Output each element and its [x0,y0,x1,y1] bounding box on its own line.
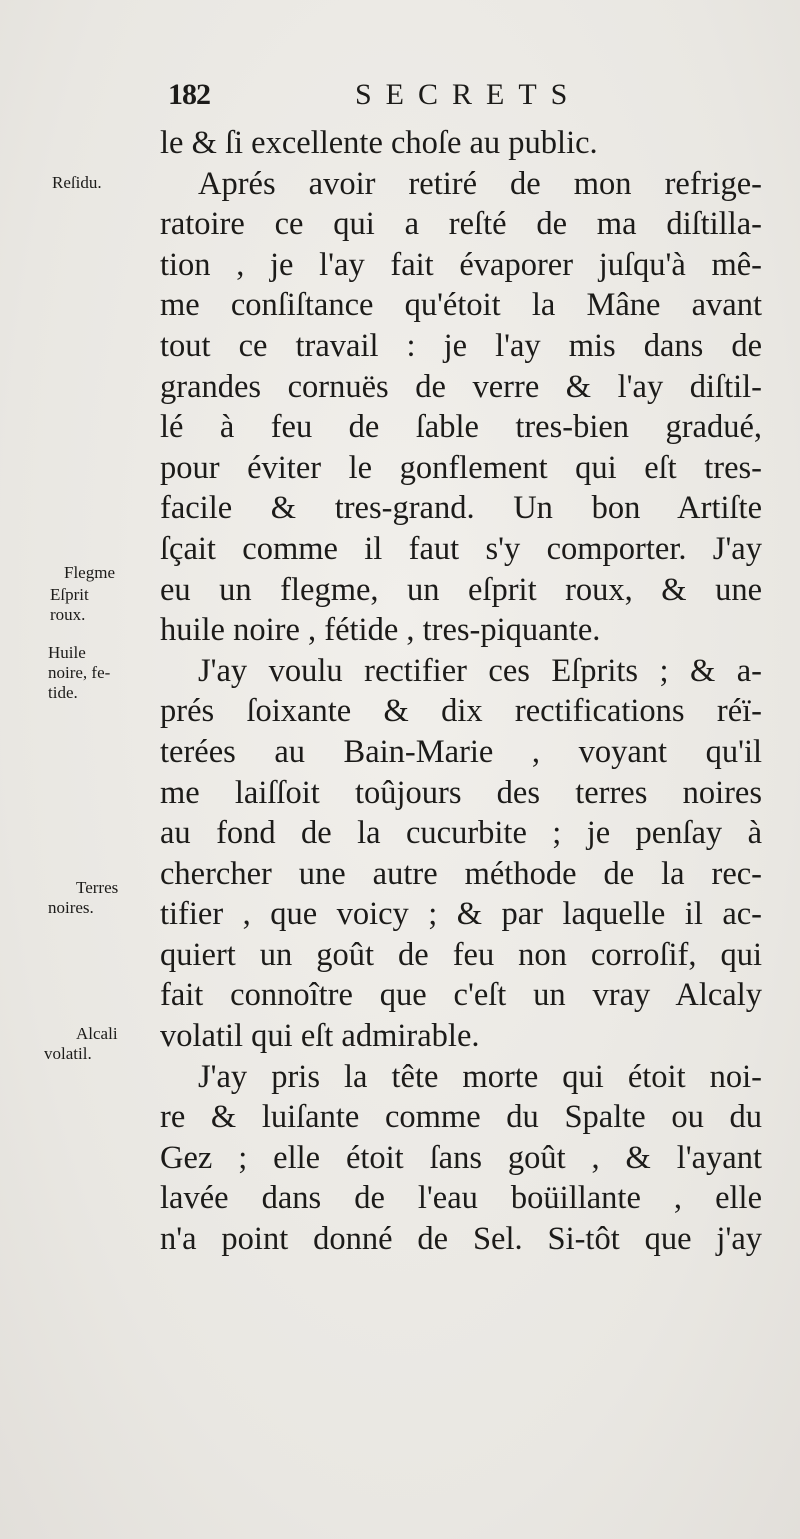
text-line: volatil qui eſt admirable. [160,1018,480,1055]
text-line: fait connoître que c'eſt un vray Alcaly [160,977,762,1014]
margin-note-huile: Huile noire, fe- tide. [48,643,111,702]
text-line: terées au Bain-Marie , voyant qu'il [160,733,762,770]
margin-note-alcali: Alcali volatil. [44,1024,118,1063]
text-line: tout ce travail : je l'ay mis dans de [160,327,762,364]
text-line: lé à feu de ſable tres-bien gradué, [160,409,762,446]
text-line: huile noire , fétide , tres-piquante. [160,612,601,649]
text-line: tion , je l'ay fait évaporer juſqu'à mê- [160,246,762,283]
body-text [160,123,762,1260]
text-line: tifier , que voicy ; & par laquelle il ac- [160,896,762,933]
text-line: pour éviter le gonflement qui eſt tres- [160,449,762,486]
text-line: le & ſi excellente choſe au public. [160,125,598,161]
margin-note-terres: Terres noires. [48,878,119,917]
text-line: J'ay voulu rectifier ces Eſprits ; & a- [198,652,762,689]
running-title: SECRETS [355,78,582,111]
page-number: 182 [168,78,210,111]
margin-note-residu: Reſidu. [52,173,102,192]
text-line: me laiſſoit toûjours des terres noires [160,774,762,811]
text-line: au fond de la cucurbite ; je penſay à [160,815,762,852]
margin-note-flegme: Flegme [64,563,115,582]
text-line: lavée dans de l'eau boüillante , elle [160,1180,762,1217]
text-line: ſçait comme il faut s'y comporter. J'ay [160,530,762,567]
text-line: J'ay pris la tête morte qui étoit noi- [198,1058,762,1095]
text-line: Gez ; elle étoit ſans goût , & l'ayant [160,1139,762,1176]
text-line: quiert un goût de feu non corroſif, qui [160,936,762,973]
text-line: chercher une autre méthode de la rec- [160,855,762,892]
text-line: me conſiſtance qu'étoit la Mâne avant [160,287,762,324]
text-line: re & luiſante comme du Spalte ou du [160,1099,762,1136]
text-line: n'a point donné de Sel. Si-tôt que j'ay [160,1221,762,1258]
text-line: Aprés avoir retiré de mon refrige- [198,165,762,202]
text-line: ratoire ce qui a reſté de ma diſtilla- [160,206,762,243]
text-line: grandes cornuës de verre & l'ay diſtil- [160,368,762,405]
margin-note-esprit-roux: Eſprit roux. [50,585,89,624]
text-line: prés ſoixante & dix rectifications réï- [160,693,762,730]
margin-notes [0,0,160,1539]
page-header [168,78,758,122]
text-line: eu un flegme, un eſprit roux, & une [160,571,762,608]
text-line: facile & tres-grand. Un bon Artiſte [160,490,762,527]
